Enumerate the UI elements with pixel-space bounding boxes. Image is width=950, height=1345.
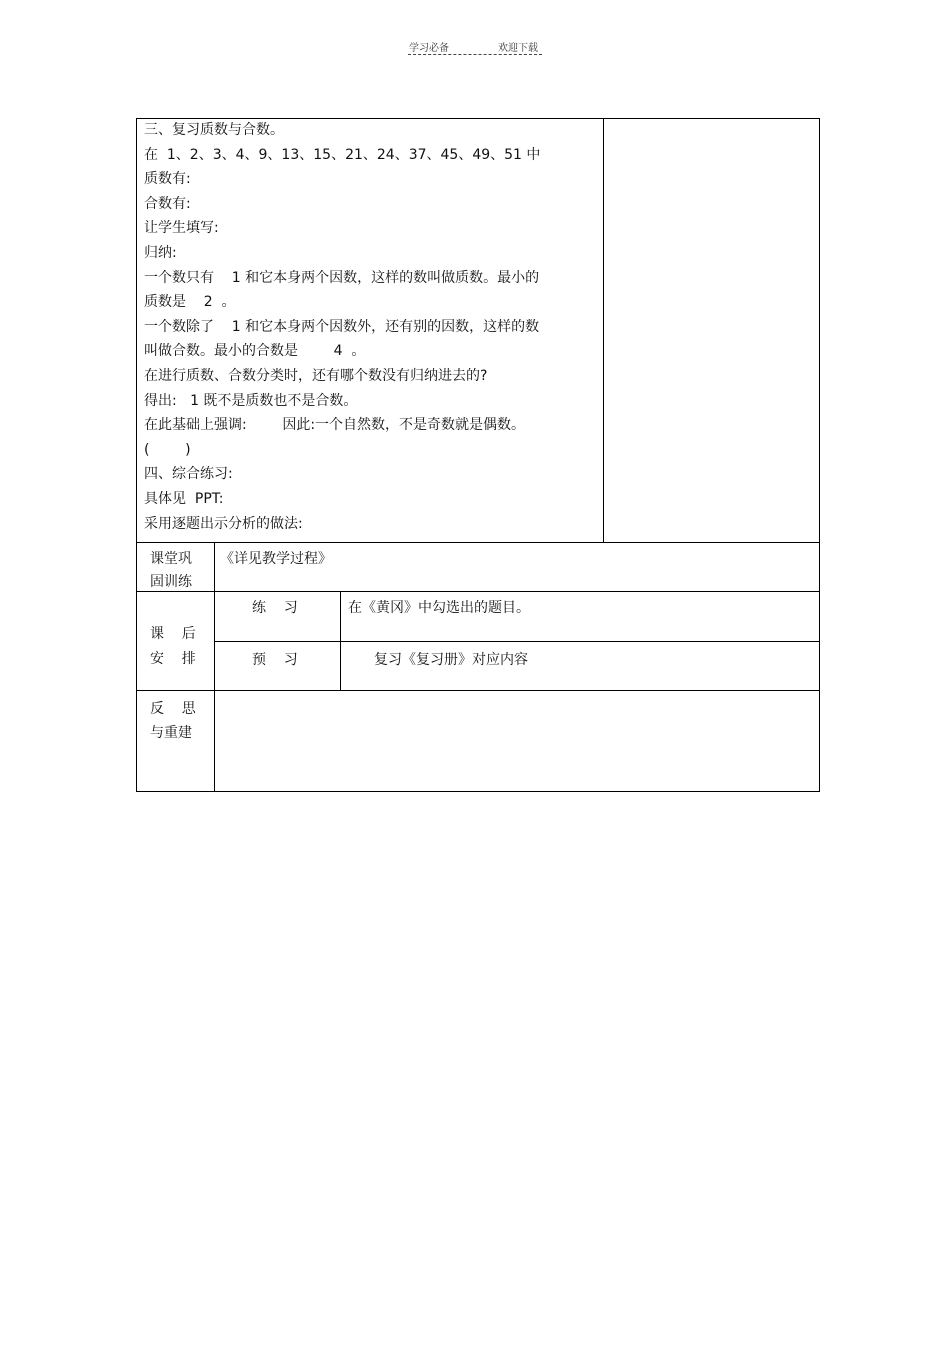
lesson-line: ( ) [144, 441, 191, 458]
lesson-line: 在此基础上强调: 因此:一个自然数，不是奇数就是偶数。 [144, 417, 526, 434]
lesson-line: 质数有: [144, 171, 191, 188]
practice-content: 在《黄冈》中勾选出的题目。 [348, 600, 530, 616]
header-right-text: 欢迎下载 [498, 43, 538, 54]
lesson-line: 在 1、2、3、4、9、13、15、21、24、37、45、49、51 中 [144, 146, 541, 163]
notes-column-divider [603, 118, 604, 542]
lesson-line: 三、复习质数与合数。 [144, 122, 284, 138]
lesson-line: 在进行质数、合数分类时，还有哪个数没有归纳进去的? [144, 367, 488, 384]
lesson-line: 质数是 2 。 [144, 294, 236, 311]
preview-label: 预 习 [252, 652, 298, 668]
consolidation-content: 《详见教学过程》 [220, 551, 332, 567]
lesson-table [136, 118, 820, 792]
row-divider-3 [136, 690, 820, 691]
lesson-line: 叫做合数。最小的合数是 4 。 [144, 343, 366, 360]
after-class-label-1: 课 后 [150, 626, 196, 642]
lesson-line: 一个数只有 1 和它本身两个因数，这样的数叫做质数。最小的 [144, 269, 540, 286]
lesson-line: 得出: 1 既不是质数也不是合数。 [144, 392, 358, 409]
sub-label-column-divider [340, 591, 341, 691]
lesson-line: 具体见 PPT: [144, 490, 224, 507]
row-divider-inner [214, 641, 820, 642]
page-header [408, 39, 542, 59]
lesson-body [144, 118, 540, 536]
consolidation-label-1: 课堂巩 [150, 551, 192, 567]
preview-content: 复习《复习册》对应内容 [374, 652, 528, 668]
row-divider-2 [136, 591, 820, 592]
lesson-line: 采用逐题出示分析的做法: [144, 515, 303, 532]
header-left-text: 学习必备 [409, 43, 449, 54]
reflection-label-2: 与重建 [150, 725, 192, 741]
lesson-line: 四、综合练习: [144, 466, 233, 483]
header-dashed-rule [408, 54, 542, 55]
practice-label: 练 习 [252, 600, 298, 616]
lesson-line: 一个数除了 1 和它本身两个因数外，还有别的因数，这样的数 [144, 318, 540, 335]
reflection-label-1: 反 思 [150, 701, 196, 717]
lesson-line: 让学生填写: [144, 220, 219, 237]
table-border-bottom [136, 791, 820, 792]
consolidation-label-2: 固训练 [150, 574, 192, 590]
label-column-divider [214, 542, 215, 792]
lesson-line: 合数有: [144, 195, 191, 212]
after-class-label-2: 安 排 [150, 651, 196, 667]
lesson-line: 归纳: [144, 244, 177, 261]
row-divider-1 [136, 542, 820, 543]
